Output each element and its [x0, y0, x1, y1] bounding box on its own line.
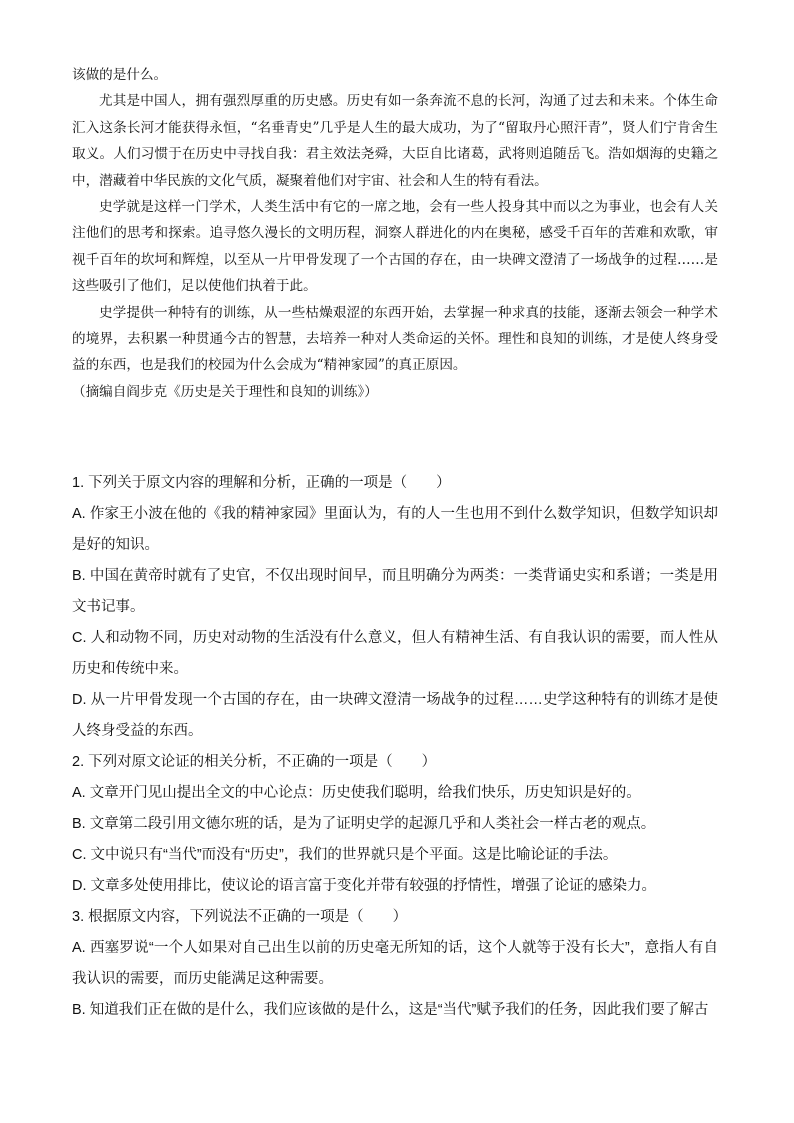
- question-list: [72, 468, 718, 1026]
- option-d: D. 文章多处使用排比，使议论的语言富于变化并带有较强的抒情性，增强了论证的感染力。: [72, 878, 657, 894]
- question-3: [72, 902, 718, 1026]
- reading-passage: [72, 62, 718, 405]
- option-b: B. 知道我们正在做的是什么，我们应该做的是什么，这是“当代”赋予我们的任务，因此我们要了解古: [72, 1002, 709, 1018]
- option-d: D. 从一片甲骨发现一个古国的存在，由一块碑文澄清一场战争的过程……史学这种特有的训练才是使人终身受益的东西。: [72, 692, 718, 739]
- question-stem: 1. 下列关于原文内容的理解和分析，正确的一项是（ ）: [72, 475, 451, 491]
- passage-paragraph: 史学提供一种特有的训练，从一些枯燥艰涩的东西开始，去掌握一种求真的技能，逐渐去领会一种学术的境界，去积累一种贯通今古的智慧，去培养一种对人类命运的关怀。理性和良知的训练，才是使人终身受益的东西，也是我们的校园为什么会成为“精神家园”的真正原因。: [72, 304, 718, 374]
- passage-source: （摘编自阎步克《历史是关于理性和良知的训练》）: [72, 383, 378, 400]
- option-b: B. 中国在黄帝时就有了史官，不仅出现时间早，而且明确分为两类：一类背诵史实和系谱；一类是用文书记事。: [72, 568, 718, 615]
- option-a: A. 文章开门见山提出全文的中心论点：历史使我们聪明，给我们快乐，历史知识是好的。: [72, 785, 641, 801]
- question-1: [72, 468, 718, 747]
- option-b: B. 文章第二段引用文德尔班的话，是为了证明史学的起源几乎和人类社会一样古老的观点。: [72, 816, 656, 832]
- option-c: C. 文中说只有“当代”而没有“历史”，我们的世界就只是个平面。这是比喻论证的手法。: [72, 847, 618, 863]
- option-a: A. 西塞罗说“一个人如果对自己出生以前的历史毫无所知的话，这个人就等于没有长大”，意指人有自我认识的需要，而历史能满足这种需要。: [72, 940, 718, 987]
- question-stem: 2. 下列对原文论证的相关分析，不正确的一项是（ ）: [72, 754, 437, 770]
- passage-lead-line: 该做的是什么。: [72, 67, 168, 83]
- option-a: A. 作家王小波在他的《我的精神家园》里面认为，有的人一生也用不到什么数学知识，但数学知识却是好的知识。: [72, 506, 718, 553]
- option-c: C. 人和动物不同，历史对动物的生活没有什么意义，但人有精神生活、有自我认识的需要，而人性从历史和传统中来。: [72, 630, 718, 677]
- passage-paragraph: 尤其是中国人，拥有强烈厚重的历史感。历史有如一条奔流不息的长河，沟通了过去和未来。个体生命汇入这条长河才能获得永恒，“名垂青史”几乎是人生的最大成功，为了“留取丹心照汗青”，贤人们宁肯舍生取义。人们习惯于在历史中寻找自我：君主效法尧舜，大臣自比诸葛，武将则追随岳飞。浩如烟海的史籍之中，潜藏着中华民族的文化气质，凝聚着他们对宇宙、社会和人生的特有看法。: [72, 93, 718, 189]
- passage-paragraph: 史学就是这样一门学术，人类生活中有它的一席之地，会有一些人投身其中而以之为事业，也会有人关注他们的思考和探索。追寻悠久漫长的文明历程，洞察人群进化的内在奥秘，感受千百年的苦难和欢歌，审视千百年的坎坷和辉煌，以至从一片甲骨发现了一个古国的存在，由一块碑文澄清了一场战争的过程……是这些吸引了他们，足以使他们执着于此。: [72, 199, 718, 295]
- question-stem: 3. 根据原文内容，下列说法不正确的一项是（ ）: [72, 909, 408, 925]
- question-2: [72, 747, 718, 902]
